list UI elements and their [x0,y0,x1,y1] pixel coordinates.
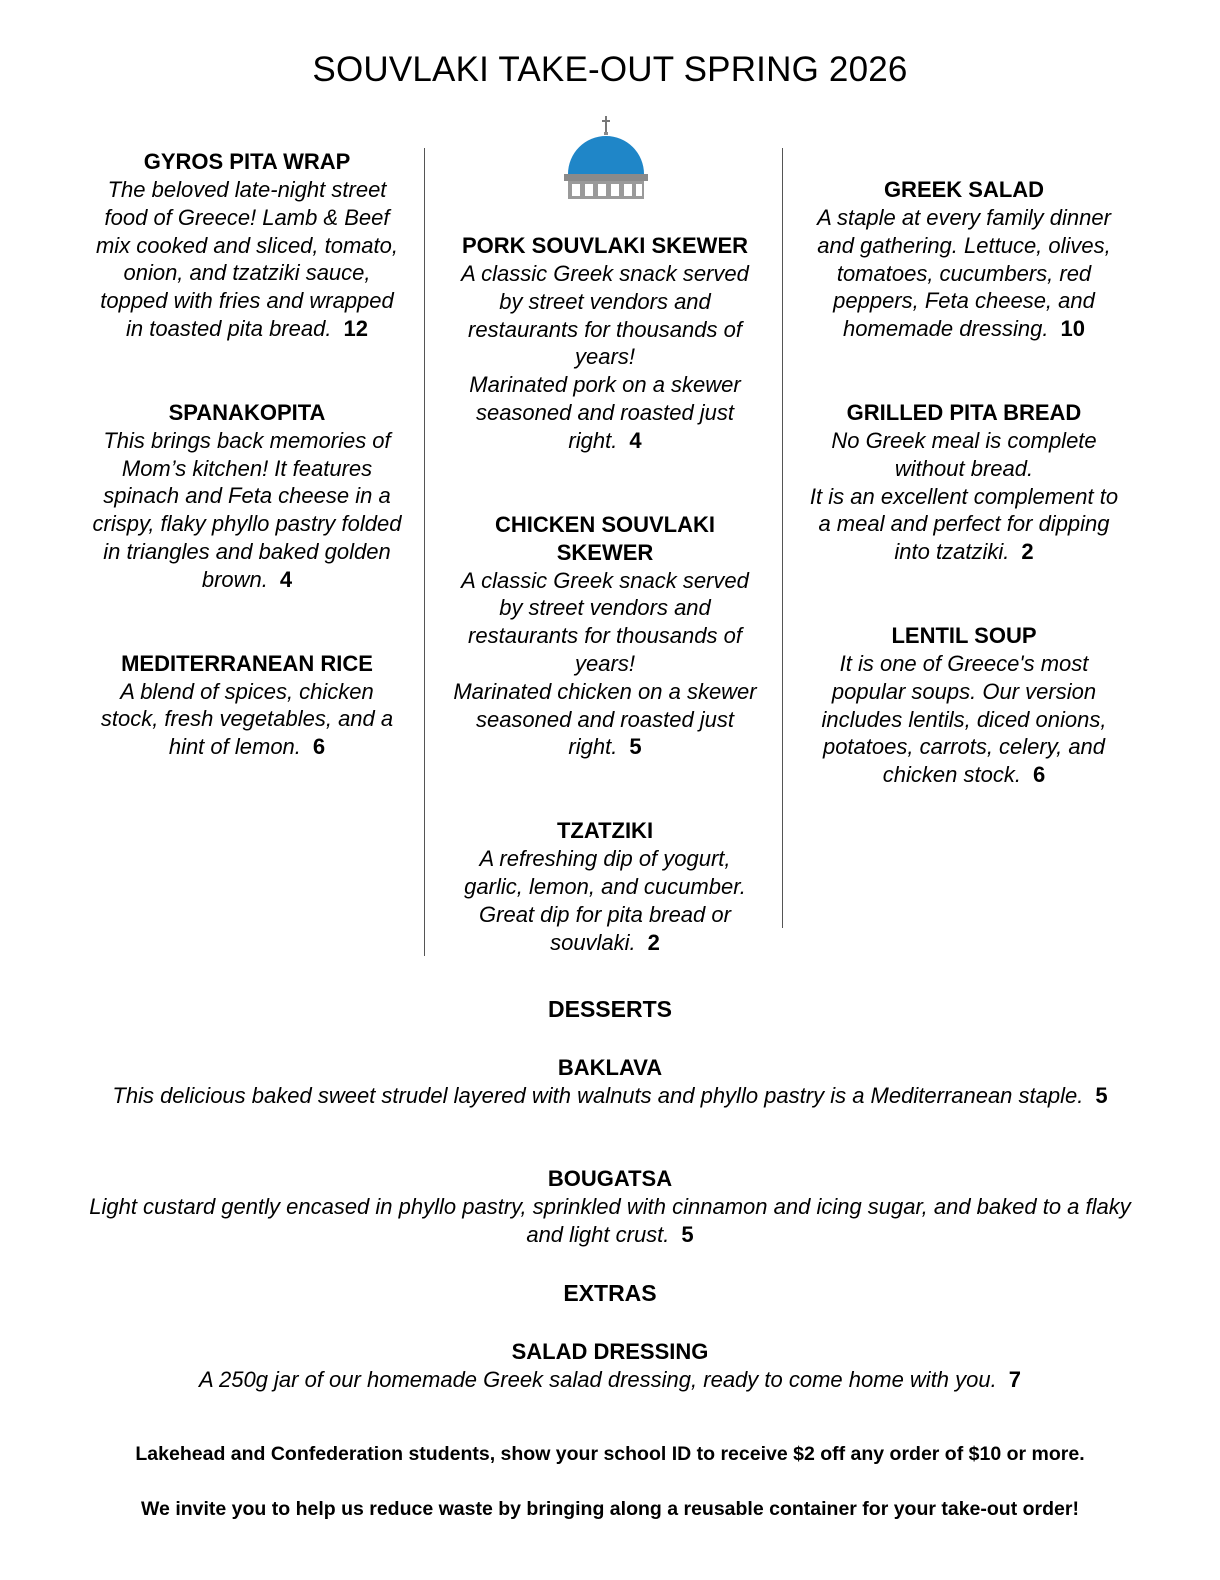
column-divider [424,148,425,956]
item-description: Marinated chicken on a skewer seasoned and roasted just right. 5 [453,678,757,760]
item-description: A classic Greek snack served by street vendors and restaurants for thousands of years! [461,567,749,676]
menu-item [80,1054,1140,1110]
menu-item [80,1338,1140,1394]
item-name: PORK SOUVLAKI SKEWER [461,233,749,258]
church-dome-icon [560,112,652,206]
item-price: 12 [343,315,368,341]
item-description: No Greek meal is complete without bread. [831,427,1097,481]
item-description: This brings back memories of Mom’s kitchen! It features spinach and Feta cheese in a crispy, flaky phyllo pastry folded in triangles and baked golden brown. 4 [92,427,402,592]
item-name: TZATZIKI [556,818,654,844]
item-price: 4 [629,427,642,453]
menu-item [80,1165,1140,1249]
menu-item [92,148,402,343]
reusable-container-note: We invite you to help us reduce waste by bringing along a reusable container for your take-out order! [141,1498,1079,1520]
column-divider [782,148,783,928]
menu-item [804,399,1124,566]
menu-item [92,650,402,761]
menu-title: SOUVLAKI TAKE-OUT SPRING 2026 [312,50,908,89]
item-price: 2 [1021,539,1034,565]
item-description: The beloved late-night street food of Greece! Lamb & Beef mix cooked and sliced, tomato, onion, and tzatziki sauce, topped with fries and wrapped in toasted pita bread. 12 [95,177,399,341]
item-description: It is an excellent complement to a meal and perfect for dipping into tzatziki. 2 [809,483,1119,565]
item-price: 5 [681,1222,694,1247]
item-price: 6 [1032,762,1046,788]
item-description: It is one of Greece's most popular soups. Our version includes lentils, diced onions, potatoes, carrots, celery, and chicken stock. 6 [821,650,1107,788]
item-description: A refreshing dip of yogurt, garlic, lemon, and cucumber. Great dip for pita bread or souvlaki. 2 [464,846,746,955]
menu-item [448,232,762,455]
item-name: BAKLAVA [557,1055,663,1080]
middle-menu-column [448,232,762,1012]
menu-item [448,817,762,956]
student-discount-note: Lakehead and Confederation students, show your school ID to receive $2 off any order of $10 or more. [135,1443,1085,1465]
item-price: 5 [1095,1083,1108,1108]
item-name: CHICKEN SOUVLAKI SKEWER [494,511,715,565]
menu-item [804,622,1124,789]
item-price: 6 [312,734,326,760]
item-name: SALAD DRESSING [511,1339,709,1364]
menu-item [92,399,402,594]
item-name: LENTIL SOUP [891,622,1037,648]
item-description: Marinated pork on a skewer seasoned and roasted just right. 4 [469,372,741,453]
menu-item [448,511,762,762]
left-menu-column [92,148,402,817]
item-name: SPANAKOPITA [168,399,326,425]
item-description: A 250g jar of our homemade Greek salad dressing, ready to come home with you. 7 [199,1367,1021,1392]
item-name: MEDITERRANEAN RICE [121,650,373,676]
item-name: GYROS PITA WRAP [143,149,351,174]
item-description: A classic Greek snack served by street vendors and restaurants for thousands of years! [461,261,749,370]
item-name: GRILLED PITA BREAD [846,399,1082,425]
item-description: A staple at every family dinner and gathering. Lettuce, olives, tomatoes, cucumbers, red peppers, Feta cheese, and homemade dressing. 10 [817,205,1111,342]
desserts-heading: DESSERTS [548,996,672,1022]
menu-item [804,176,1124,343]
item-price: 4 [279,566,293,592]
item-description: Light custard gently encased in phyllo pastry, sprinkled with cinnamon and icing sugar, and baked to a flaky and light crust. 5 [89,1194,1131,1247]
item-name: GREEK SALAD [883,177,1045,202]
right-menu-column [804,176,1124,845]
item-price: 2 [647,929,660,955]
item-name: BOUGATSA [547,1166,673,1191]
item-description: A blend of spices, chicken stock, fresh vegetables, and a hint of lemon. 6 [100,678,394,760]
item-price: 10 [1060,316,1085,342]
item-price: 7 [1008,1367,1021,1392]
item-price: 5 [629,734,642,760]
extras-heading: EXTRAS [563,1280,657,1306]
item-description: This delicious baked sweet strudel layered with walnuts and phyllo pastry is a Mediterranean staple. 5 [112,1083,1108,1108]
